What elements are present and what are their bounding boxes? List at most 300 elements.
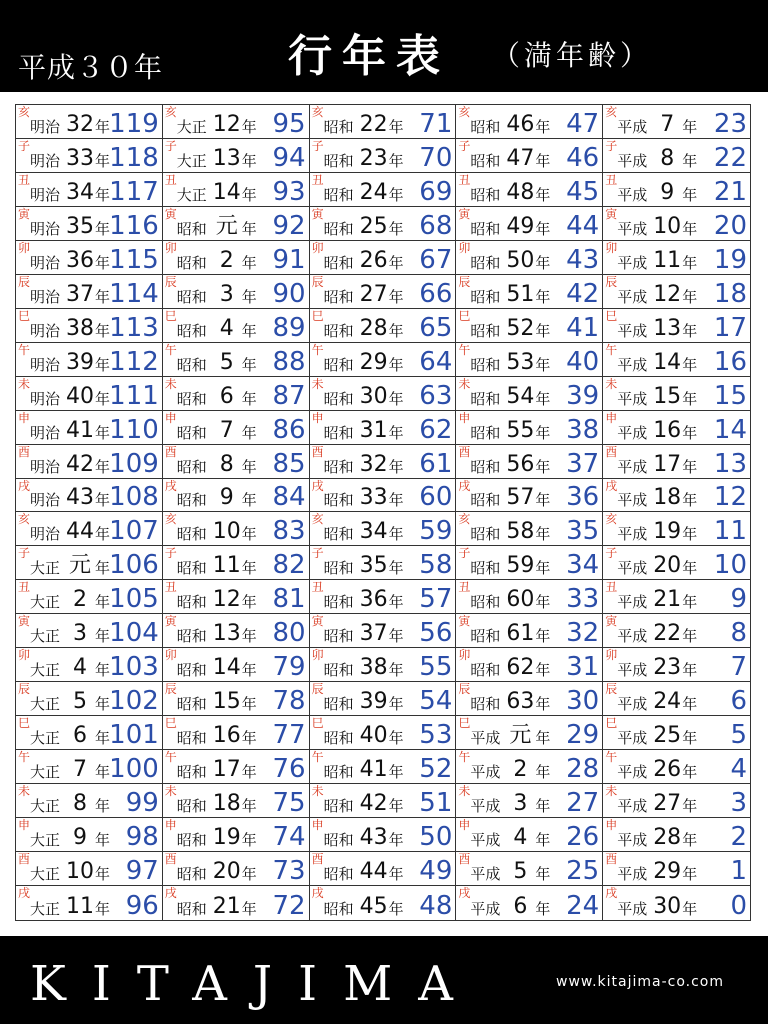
table-cell	[163, 377, 310, 411]
table-cell	[163, 716, 310, 750]
zodiac-sign: 申	[458, 818, 471, 833]
year-suffix: 年	[682, 287, 698, 306]
table-cell	[310, 886, 457, 920]
table-cell	[16, 173, 163, 207]
table-cell	[456, 479, 603, 513]
era-year: 18	[653, 485, 682, 511]
zodiac-sign: 辰	[164, 274, 177, 289]
era-year: 43	[359, 825, 388, 851]
age-value: 92	[272, 210, 306, 241]
zodiac-sign: 丑	[18, 172, 31, 187]
year-suffix: 年	[388, 219, 404, 238]
zodiac-sign: 寅	[18, 614, 31, 629]
zodiac-sign: 亥	[18, 512, 31, 527]
age-value: 103	[109, 652, 159, 683]
era-name: 大正	[30, 831, 61, 850]
year-suffix: 年	[535, 117, 551, 136]
era-year: 6	[73, 723, 87, 749]
era-year: 32	[66, 111, 94, 137]
era-name: 昭和	[323, 219, 354, 238]
era-year: 8	[73, 791, 87, 817]
table-cell	[16, 682, 163, 716]
zodiac-sign: 丑	[458, 580, 471, 595]
age-value: 60	[419, 482, 453, 513]
zodiac-sign: 子	[605, 138, 618, 153]
zodiac-sign: 卯	[458, 240, 471, 255]
era-year: 12	[653, 281, 682, 307]
table-cell	[163, 852, 310, 886]
era-name: 明治	[30, 423, 61, 442]
table-cell	[16, 343, 163, 377]
era-year: 27	[359, 281, 388, 307]
era-name: 平成	[617, 355, 648, 374]
era-year: 12	[212, 111, 241, 137]
zodiac-sign: 卯	[458, 648, 471, 663]
table-cell	[16, 852, 163, 886]
era-year: 52	[506, 315, 535, 341]
era-year: 40	[359, 723, 388, 749]
era-name: 昭和	[323, 491, 354, 510]
year-suffix: 年	[95, 627, 111, 646]
year-suffix: 年	[95, 151, 111, 170]
year-suffix: 年	[682, 117, 698, 136]
year-suffix: 年	[388, 525, 404, 544]
era-name: 平成	[470, 865, 501, 884]
era-year: 61	[506, 621, 535, 647]
age-value: 73	[272, 856, 306, 887]
era-name: 昭和	[470, 627, 501, 646]
zodiac-sign: 未	[605, 376, 618, 391]
era-name: 大正	[30, 865, 61, 884]
age-value: 87	[272, 380, 306, 411]
year-suffix: 年	[388, 695, 404, 714]
age-value: 113	[109, 312, 159, 343]
era-year: 25	[359, 213, 388, 239]
era-year: 3	[219, 281, 234, 307]
age-value: 107	[109, 516, 159, 547]
zodiac-sign: 卯	[605, 648, 618, 663]
table-cell	[310, 241, 457, 275]
era-name: 昭和	[323, 627, 354, 646]
era-year: 10	[66, 859, 94, 885]
table-cell	[16, 818, 163, 852]
age-value: 69	[419, 176, 453, 207]
era-year: 5	[513, 859, 528, 885]
age-value: 53	[419, 720, 453, 751]
table-cell	[603, 343, 750, 377]
age-value: 82	[272, 550, 306, 581]
age-value: 36	[566, 482, 600, 513]
era-year: 34	[359, 519, 388, 545]
zodiac-sign: 丑	[311, 580, 324, 595]
zodiac-sign: 巳	[311, 716, 324, 731]
age-value: 115	[109, 244, 159, 275]
table-cell	[603, 716, 750, 750]
age-value: 110	[109, 414, 159, 445]
era-year: 41	[359, 757, 388, 783]
zodiac-sign: 亥	[605, 512, 618, 527]
era-name: 平成	[617, 117, 648, 136]
year-suffix: 年	[241, 627, 257, 646]
zodiac-sign: 巳	[458, 716, 471, 731]
era-year: 13	[212, 145, 241, 171]
era-name: 昭和	[176, 831, 207, 850]
era-name: 明治	[30, 491, 61, 510]
era-year: 30	[653, 893, 682, 919]
year-suffix: 年	[682, 355, 698, 374]
era-name: 平成	[617, 457, 648, 476]
footer-bar	[0, 936, 768, 1024]
age-value: 22	[713, 142, 747, 173]
year-suffix: 年	[95, 593, 111, 612]
age-value: 56	[419, 618, 453, 649]
age-value: 71	[419, 108, 453, 139]
era-name: 平成	[617, 899, 648, 918]
zodiac-sign: 酉	[18, 852, 31, 867]
table-cell	[310, 818, 457, 852]
era-name: 明治	[30, 287, 61, 306]
table-cell	[310, 411, 457, 445]
table-cell	[456, 580, 603, 614]
zodiac-sign: 亥	[605, 105, 618, 119]
year-suffix: 年	[388, 763, 404, 782]
zodiac-sign: 亥	[311, 512, 324, 527]
year-suffix: 年	[95, 321, 111, 340]
era-year: 34	[66, 179, 94, 205]
age-value: 39	[566, 380, 600, 411]
zodiac-sign: 子	[18, 138, 31, 153]
year-suffix: 年	[95, 389, 111, 408]
age-value: 0	[730, 890, 747, 920]
age-value: 88	[272, 346, 306, 377]
year-suffix: 年	[535, 355, 551, 374]
table-cell	[456, 445, 603, 479]
era-name: 平成	[617, 321, 648, 340]
era-name: 昭和	[323, 831, 354, 850]
age-value: 118	[109, 142, 159, 173]
era-name: 昭和	[176, 457, 207, 476]
age-value: 14	[713, 414, 747, 445]
era-name: 平成	[617, 151, 648, 170]
year-suffix: 年	[535, 525, 551, 544]
zodiac-sign: 亥	[164, 105, 177, 119]
era-name: 昭和	[323, 355, 354, 374]
age-value: 101	[109, 720, 159, 751]
era-year: 22	[359, 111, 388, 137]
zodiac-sign: 申	[458, 410, 471, 425]
year-suffix: 年	[682, 831, 698, 850]
zodiac-sign: 寅	[458, 614, 471, 629]
age-value: 24	[566, 890, 600, 920]
era-year: 3	[513, 791, 528, 817]
era-year: 39	[359, 689, 388, 715]
zodiac-sign: 未	[164, 376, 177, 391]
era-name: 昭和	[470, 593, 501, 612]
age-value: 61	[419, 448, 453, 479]
zodiac-sign: 辰	[605, 682, 618, 697]
era-year: 36	[359, 587, 388, 613]
zodiac-sign: 戌	[605, 886, 618, 901]
table-cell	[310, 716, 457, 750]
table-cell	[603, 784, 750, 818]
age-value: 15	[713, 380, 747, 411]
table-cell	[163, 682, 310, 716]
era-name: 昭和	[176, 287, 207, 306]
era-name: 昭和	[176, 627, 207, 646]
era-name: 昭和	[176, 729, 207, 748]
era-name: 大正	[30, 627, 61, 646]
table-cell	[456, 716, 603, 750]
era-name: 大正	[176, 185, 207, 204]
era-name: 大正	[30, 763, 61, 782]
year-suffix: 年	[241, 117, 257, 136]
table-cell	[603, 648, 750, 682]
era-year: 元	[68, 553, 91, 579]
current-year-label: 平成３０年	[18, 51, 164, 84]
table-cell	[163, 479, 310, 513]
era-name: 平成	[617, 219, 648, 238]
year-suffix: 年	[241, 831, 257, 850]
year-suffix: 年	[682, 695, 698, 714]
zodiac-sign: 子	[311, 138, 324, 153]
year-suffix: 年	[388, 355, 404, 374]
year-suffix: 年	[535, 253, 551, 272]
era-name: 平成	[617, 287, 648, 306]
age-value: 86	[272, 414, 306, 445]
zodiac-sign: 辰	[311, 682, 324, 697]
era-name: 昭和	[176, 423, 207, 442]
year-suffix: 年	[241, 457, 257, 476]
era-name: 昭和	[470, 253, 501, 272]
zodiac-sign: 未	[605, 784, 618, 799]
year-suffix: 年	[95, 219, 111, 238]
table-cell	[310, 173, 457, 207]
zodiac-sign: 戌	[311, 886, 324, 901]
era-name: 平成	[617, 559, 648, 578]
table-cell	[456, 275, 603, 309]
age-value: 119	[109, 108, 159, 139]
zodiac-sign: 午	[164, 750, 177, 765]
table-cell	[163, 580, 310, 614]
table-cell	[310, 546, 457, 580]
zodiac-sign: 午	[458, 750, 471, 765]
zodiac-sign: 午	[311, 750, 324, 765]
table-cell	[163, 886, 310, 920]
zodiac-sign: 戌	[164, 886, 177, 901]
age-value: 112	[109, 346, 159, 377]
age-value: 2	[730, 822, 747, 853]
table-cell	[310, 275, 457, 309]
zodiac-sign: 卯	[18, 648, 31, 663]
year-suffix: 年	[682, 185, 698, 204]
era-name: 昭和	[470, 287, 501, 306]
table-cell	[603, 309, 750, 343]
era-name: 平成	[470, 831, 501, 850]
age-value: 68	[419, 210, 453, 241]
era-year: 35	[66, 213, 94, 239]
era-year: 14	[653, 349, 682, 375]
era-year: 2	[513, 757, 528, 783]
era-year: 36	[66, 247, 94, 273]
table-cell	[163, 445, 310, 479]
zodiac-sign: 申	[311, 410, 324, 425]
era-year: 30	[359, 383, 388, 409]
age-value: 95	[272, 108, 306, 139]
era-year: 47	[506, 145, 535, 171]
age-value: 97	[125, 856, 159, 887]
age-value: 17	[713, 312, 747, 343]
zodiac-sign: 巳	[18, 716, 31, 731]
website-url: www.kitajima-co.com	[556, 974, 724, 990]
era-name: 昭和	[323, 389, 354, 408]
age-value: 117	[109, 176, 159, 207]
era-name: 昭和	[323, 117, 354, 136]
era-name: 平成	[617, 423, 648, 442]
age-value: 64	[419, 346, 453, 377]
age-value: 23	[713, 108, 747, 139]
table-cell	[456, 139, 603, 173]
era-name: 昭和	[176, 559, 207, 578]
table-cell	[310, 784, 457, 818]
era-name: 明治	[30, 389, 61, 408]
zodiac-sign: 亥	[458, 512, 471, 527]
zodiac-sign: 辰	[164, 682, 177, 697]
era-name: 大正	[30, 695, 61, 714]
age-value: 90	[272, 278, 306, 309]
zodiac-sign: 未	[458, 376, 471, 391]
era-year: 11	[212, 553, 241, 579]
age-value: 70	[419, 142, 453, 173]
table-cell	[310, 614, 457, 648]
zodiac-sign: 未	[18, 784, 31, 799]
table-cell	[603, 580, 750, 614]
table-cell	[603, 512, 750, 546]
year-suffix: 年	[535, 185, 551, 204]
zodiac-sign: 未	[164, 784, 177, 799]
era-name: 大正	[176, 151, 207, 170]
table-cell	[310, 750, 457, 784]
age-value: 62	[419, 414, 453, 445]
era-name: 昭和	[470, 423, 501, 442]
year-suffix: 年	[388, 321, 404, 340]
zodiac-sign: 寅	[605, 206, 618, 221]
era-year: 22	[653, 621, 682, 647]
zodiac-sign: 亥	[164, 512, 177, 527]
era-name: 大正	[30, 661, 61, 680]
era-year: 13	[212, 621, 241, 647]
table-cell	[310, 207, 457, 241]
era-name: 平成	[617, 763, 648, 782]
era-year: 23	[359, 145, 388, 171]
era-name: 昭和	[176, 389, 207, 408]
table-cell	[456, 784, 603, 818]
age-value: 111	[109, 380, 159, 411]
age-value: 42	[566, 278, 600, 309]
era-year: 11	[653, 247, 682, 273]
age-value: 80	[272, 618, 306, 649]
age-value: 37	[566, 448, 600, 479]
year-suffix: 年	[682, 627, 698, 646]
year-suffix: 年	[241, 525, 257, 544]
age-value: 106	[109, 550, 159, 581]
zodiac-sign: 午	[18, 750, 31, 765]
era-year: 25	[653, 723, 682, 749]
era-name: 大正	[30, 559, 61, 578]
zodiac-sign: 卯	[311, 648, 324, 663]
table-cell	[16, 512, 163, 546]
age-value: 75	[272, 788, 306, 819]
table-cell	[456, 512, 603, 546]
table-cell	[456, 750, 603, 784]
year-suffix: 年	[682, 423, 698, 442]
age-value: 34	[566, 550, 600, 581]
era-year: 59	[506, 553, 535, 579]
era-year: 20	[212, 859, 241, 885]
era-name: 平成	[470, 729, 501, 748]
zodiac-sign: 寅	[311, 614, 324, 629]
age-value: 74	[272, 822, 306, 853]
era-year: 21	[653, 587, 682, 613]
year-suffix: 年	[388, 899, 404, 918]
age-value: 33	[566, 584, 600, 615]
age-value: 11	[713, 516, 747, 547]
era-year: 42	[359, 791, 388, 817]
era-year: 元	[215, 213, 238, 239]
era-year: 45	[359, 893, 388, 919]
table-cell	[310, 512, 457, 546]
era-name: 明治	[30, 321, 61, 340]
era-year: 14	[212, 655, 241, 681]
era-name: 昭和	[176, 695, 207, 714]
table-cell	[603, 445, 750, 479]
table-cell	[16, 716, 163, 750]
zodiac-sign: 午	[458, 342, 471, 357]
era-year: 24	[653, 689, 682, 715]
table-cell	[16, 445, 163, 479]
zodiac-sign: 子	[458, 546, 471, 561]
era-year: 40	[66, 383, 94, 409]
table-cell	[16, 614, 163, 648]
year-suffix: 年	[241, 865, 257, 884]
age-value: 10	[713, 550, 747, 581]
year-suffix: 年	[241, 797, 257, 816]
zodiac-sign: 丑	[605, 580, 618, 595]
year-suffix: 年	[682, 729, 698, 748]
era-year: 26	[359, 247, 388, 273]
year-suffix: 年	[535, 219, 551, 238]
era-year: 6	[513, 893, 528, 919]
era-year: 33	[66, 145, 94, 171]
year-suffix: 年	[388, 185, 404, 204]
age-value: 79	[272, 652, 306, 683]
era-year: 33	[359, 485, 388, 511]
zodiac-sign: 酉	[164, 444, 177, 459]
age-value: 77	[272, 720, 306, 751]
year-suffix: 年	[241, 253, 257, 272]
year-suffix: 年	[535, 695, 551, 714]
table-cell	[163, 784, 310, 818]
zodiac-sign: 辰	[18, 274, 31, 289]
year-suffix: 年	[388, 593, 404, 612]
era-name: 昭和	[470, 219, 501, 238]
era-name: 昭和	[176, 525, 207, 544]
age-value: 48	[419, 890, 453, 920]
era-name: 明治	[30, 151, 61, 170]
zodiac-sign: 未	[311, 784, 324, 799]
era-name: 明治	[30, 219, 61, 238]
era-year: 46	[506, 111, 535, 137]
zodiac-sign: 卯	[164, 240, 177, 255]
